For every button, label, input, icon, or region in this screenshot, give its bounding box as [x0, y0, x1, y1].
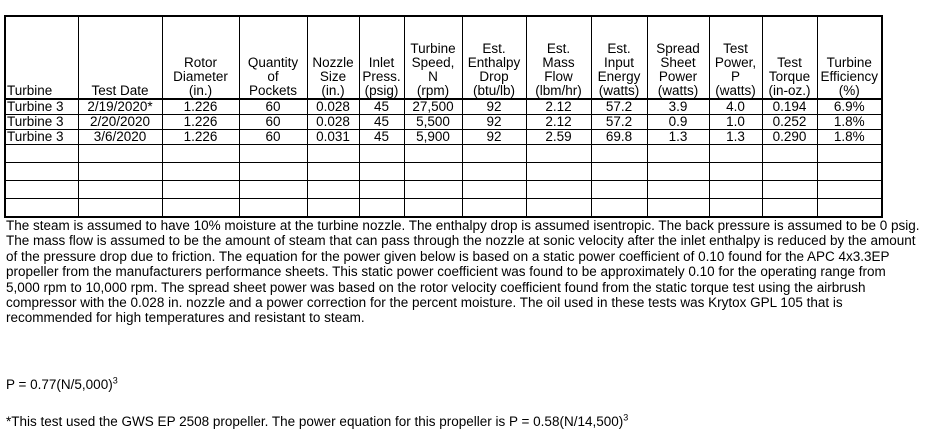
table-row: [5, 199, 882, 218]
table-cell: [162, 163, 239, 181]
table-cell: 45: [359, 130, 404, 145]
table-cell: [404, 199, 462, 218]
table-cell: 92: [462, 115, 526, 130]
table-cell: [591, 163, 647, 181]
column-header-line: (in.): [321, 83, 345, 98]
column-header-line: Press.: [362, 69, 401, 84]
column-header-line: Test: [723, 41, 748, 56]
column-header-line: Turbine: [826, 55, 872, 70]
table-cell: [591, 181, 647, 199]
column-header-line: (%): [838, 83, 860, 98]
table-cell: [359, 199, 404, 218]
table-cell: 1.8%: [817, 130, 882, 145]
column-header-line: (watts): [598, 83, 640, 98]
table-cell: [817, 145, 882, 163]
table-cell: 92: [462, 130, 526, 145]
table-cell: 45: [359, 115, 404, 130]
table-cell: [817, 163, 882, 181]
footnote: [6, 414, 628, 429]
table-cell: [5, 181, 78, 199]
table-cell: [78, 145, 162, 163]
table-cell: [762, 163, 817, 181]
table-cell: 0.252: [762, 115, 817, 130]
table-cell: 0.028: [307, 115, 359, 130]
column-header: [526, 16, 591, 99]
table-cell: 45: [359, 99, 404, 115]
column-header-line: (rpm): [416, 83, 450, 98]
table-cell: [462, 181, 526, 199]
column-header: [817, 16, 882, 99]
notes-paragraph: The steam is assumed to have 10% moisture at the turbine nozzle. The enthalpy drop is assumed isentropic. The back pressure is assumed to be 0 psig. The mass flow is assumed to be the amount of steam that can pass through the nozzle at sonic velocity after the inlet enthalpy is reduced by the amount of the pressure drop due to friction. The equation for the power given below is based on a static power coefficient of 0.10 found for the APC 4x3.3EP propeller from the manufacturers performance sheets. This static power coefficient was found to be approximately 0.10 for the operating range from 5,000 rpm to 10,000 rpm. The spread sheet power was based on the rotor velocity coefficient found from the static torque test using the airbrush compressor with the 0.028 in. nozzle and a power correction for the percent moisture. The oil used in these tests was Krytox GPL 105 that is recommended for high temperatures and resistant to steam.: [6, 218, 920, 326]
table-cell: 69.8: [591, 130, 647, 145]
column-header: [462, 16, 526, 99]
table-cell: 0.194: [762, 99, 817, 115]
table-cell: [359, 145, 404, 163]
column-header-line: Quantity: [247, 55, 299, 70]
column-header-line: Flow: [544, 69, 573, 84]
turbine-test-table: [4, 15, 883, 218]
column-header: [762, 16, 817, 99]
column-header: [709, 16, 762, 99]
table-cell: [709, 181, 762, 199]
column-header-line: (btu/lb): [472, 83, 516, 98]
table-cell: [162, 199, 239, 218]
table-cell: [647, 181, 709, 199]
table-cell: [78, 181, 162, 199]
column-header-line: Turbine: [410, 41, 456, 56]
table-cell: [526, 199, 591, 218]
table-header-row: [5, 16, 882, 99]
column-header: [591, 16, 647, 99]
table-row: [5, 163, 882, 181]
footnote-text: *This test used the GWS EP 2508 propeller. The power equation for this propeller is P = 0.58(N/14,500): [6, 414, 624, 429]
table-cell: [404, 145, 462, 163]
table-cell: [307, 199, 359, 218]
column-header-line: N: [428, 69, 438, 84]
table-cell: [762, 181, 817, 199]
table-cell: [359, 163, 404, 181]
table-cell: 1.3: [647, 130, 709, 145]
table-row: [5, 145, 882, 163]
table-cell: 2/19/2020*: [78, 99, 162, 115]
table-cell: 92: [462, 99, 526, 115]
table-cell: [526, 181, 591, 199]
table-cell: [5, 145, 78, 163]
table-cell: 27,500: [404, 99, 462, 115]
column-header-line: Speed,: [411, 55, 455, 70]
power-equation-exponent: 3: [112, 375, 118, 386]
column-header-line: (in.): [188, 83, 213, 98]
table-cell: Turbine 3: [5, 99, 78, 115]
table-cell: [591, 145, 647, 163]
table-cell: [359, 181, 404, 199]
column-header-line: (lbm/hr): [535, 83, 582, 98]
table-cell: 60: [239, 115, 307, 130]
table-cell: [709, 199, 762, 218]
column-header-line: (watts): [657, 83, 699, 98]
table-cell: [709, 163, 762, 181]
table-cell: [5, 199, 78, 218]
column-header-line: Size: [319, 69, 347, 84]
table-cell: 2.12: [526, 99, 591, 115]
table-cell: [307, 145, 359, 163]
table-cell: [162, 145, 239, 163]
column-header-line: Est.: [607, 41, 631, 56]
column-header-line: Test: [777, 55, 802, 70]
column-header-line: Mass: [542, 55, 575, 70]
table-cell: [404, 163, 462, 181]
table-cell: [526, 163, 591, 181]
table-cell: 57.2: [591, 115, 647, 130]
column-header: [78, 16, 162, 99]
table-cell: 3.9: [647, 99, 709, 115]
table-cell: [78, 163, 162, 181]
table-cell: [162, 181, 239, 199]
column-header-line: P: [730, 69, 740, 84]
table-row: [5, 181, 882, 199]
table-cell: 60: [239, 130, 307, 145]
table-cell: 60: [239, 99, 307, 115]
table-cell: 1.0: [709, 115, 762, 130]
table-cell: [591, 199, 647, 218]
table-cell: 5,900: [404, 130, 462, 145]
column-header-line: Pockets: [248, 83, 298, 98]
table-cell: 1.3: [709, 130, 762, 145]
column-header-line: Torque: [768, 69, 811, 84]
table-cell: [462, 199, 526, 218]
column-header: [239, 16, 307, 99]
table-row: [5, 115, 882, 130]
table-cell: 1.226: [162, 130, 239, 145]
table-cell: [647, 199, 709, 218]
table-cell: 5,500: [404, 115, 462, 130]
column-header: [307, 16, 359, 99]
table-cell: 0.9: [647, 115, 709, 130]
column-header-line: Diameter: [173, 69, 228, 84]
table-row: [5, 130, 882, 145]
column-header: [5, 16, 78, 99]
table-cell: [647, 145, 709, 163]
table-cell: [817, 199, 882, 218]
column-header: [359, 16, 404, 99]
table-cell: 57.2: [591, 99, 647, 115]
table-cell: [462, 145, 526, 163]
table-cell: 2/20/2020: [78, 115, 162, 130]
column-header-line: Spread: [656, 41, 700, 56]
column-header: [647, 16, 709, 99]
column-header-line: Turbine: [7, 83, 53, 98]
table-cell: [5, 163, 78, 181]
table-cell: [762, 199, 817, 218]
power-equation: [6, 377, 118, 392]
table-cell: 0.290: [762, 130, 817, 145]
table-cell: 1.226: [162, 99, 239, 115]
table-cell: 6.9%: [817, 99, 882, 115]
table-cell: [307, 163, 359, 181]
column-header-line: Nozzle: [312, 55, 354, 70]
table-cell: 2.12: [526, 115, 591, 130]
table-cell: Turbine 3: [5, 115, 78, 130]
column-header: [162, 16, 239, 99]
table-cell: 1.8%: [817, 115, 882, 130]
column-header-line: Rotor: [183, 55, 217, 70]
table-cell: [78, 199, 162, 218]
table-cell: 0.028: [307, 99, 359, 115]
table-cell: [239, 145, 307, 163]
column-header-line: Sheet: [660, 55, 696, 70]
column-header-line: of: [267, 69, 279, 84]
table-cell: 4.0: [709, 99, 762, 115]
column-header-line: Energy: [597, 69, 641, 84]
table-cell: [462, 163, 526, 181]
table-row: [5, 99, 882, 115]
table-cell: [762, 145, 817, 163]
column-header-line: Drop: [479, 69, 509, 84]
table-cell: [817, 181, 882, 199]
table-cell: Turbine 3: [5, 130, 78, 145]
column-header-line: Est.: [482, 41, 506, 56]
column-header-line: (psig): [364, 83, 399, 98]
table-body: [5, 99, 882, 217]
table-cell: [239, 181, 307, 199]
column-header-line: (watts): [715, 83, 756, 98]
column-header-line: Input: [603, 55, 635, 70]
column-header: [404, 16, 462, 99]
table-cell: [647, 163, 709, 181]
footnote-exponent: 3: [623, 412, 629, 423]
table-cell: [526, 145, 591, 163]
table-cell: [239, 163, 307, 181]
table-cell: [404, 181, 462, 199]
table-cell: 0.031: [307, 130, 359, 145]
column-header-line: (in-oz.): [768, 83, 811, 98]
column-header-line: Est.: [546, 41, 571, 56]
column-header-line: Efficiency: [820, 69, 879, 84]
column-header-line: Power: [658, 69, 698, 84]
column-header-line: Test Date: [91, 83, 149, 98]
table-cell: 1.226: [162, 115, 239, 130]
table-cell: [307, 181, 359, 199]
power-equation-text: P = 0.77(N/5,000): [6, 377, 113, 392]
column-header-line: Enthalpy: [467, 55, 521, 70]
table-cell: [709, 145, 762, 163]
column-header-line: Inlet: [368, 55, 395, 70]
column-header-line: Power,: [714, 55, 757, 70]
table-cell: [239, 199, 307, 218]
table-cell: 3/6/2020: [78, 130, 162, 145]
table-cell: 2.59: [526, 130, 591, 145]
